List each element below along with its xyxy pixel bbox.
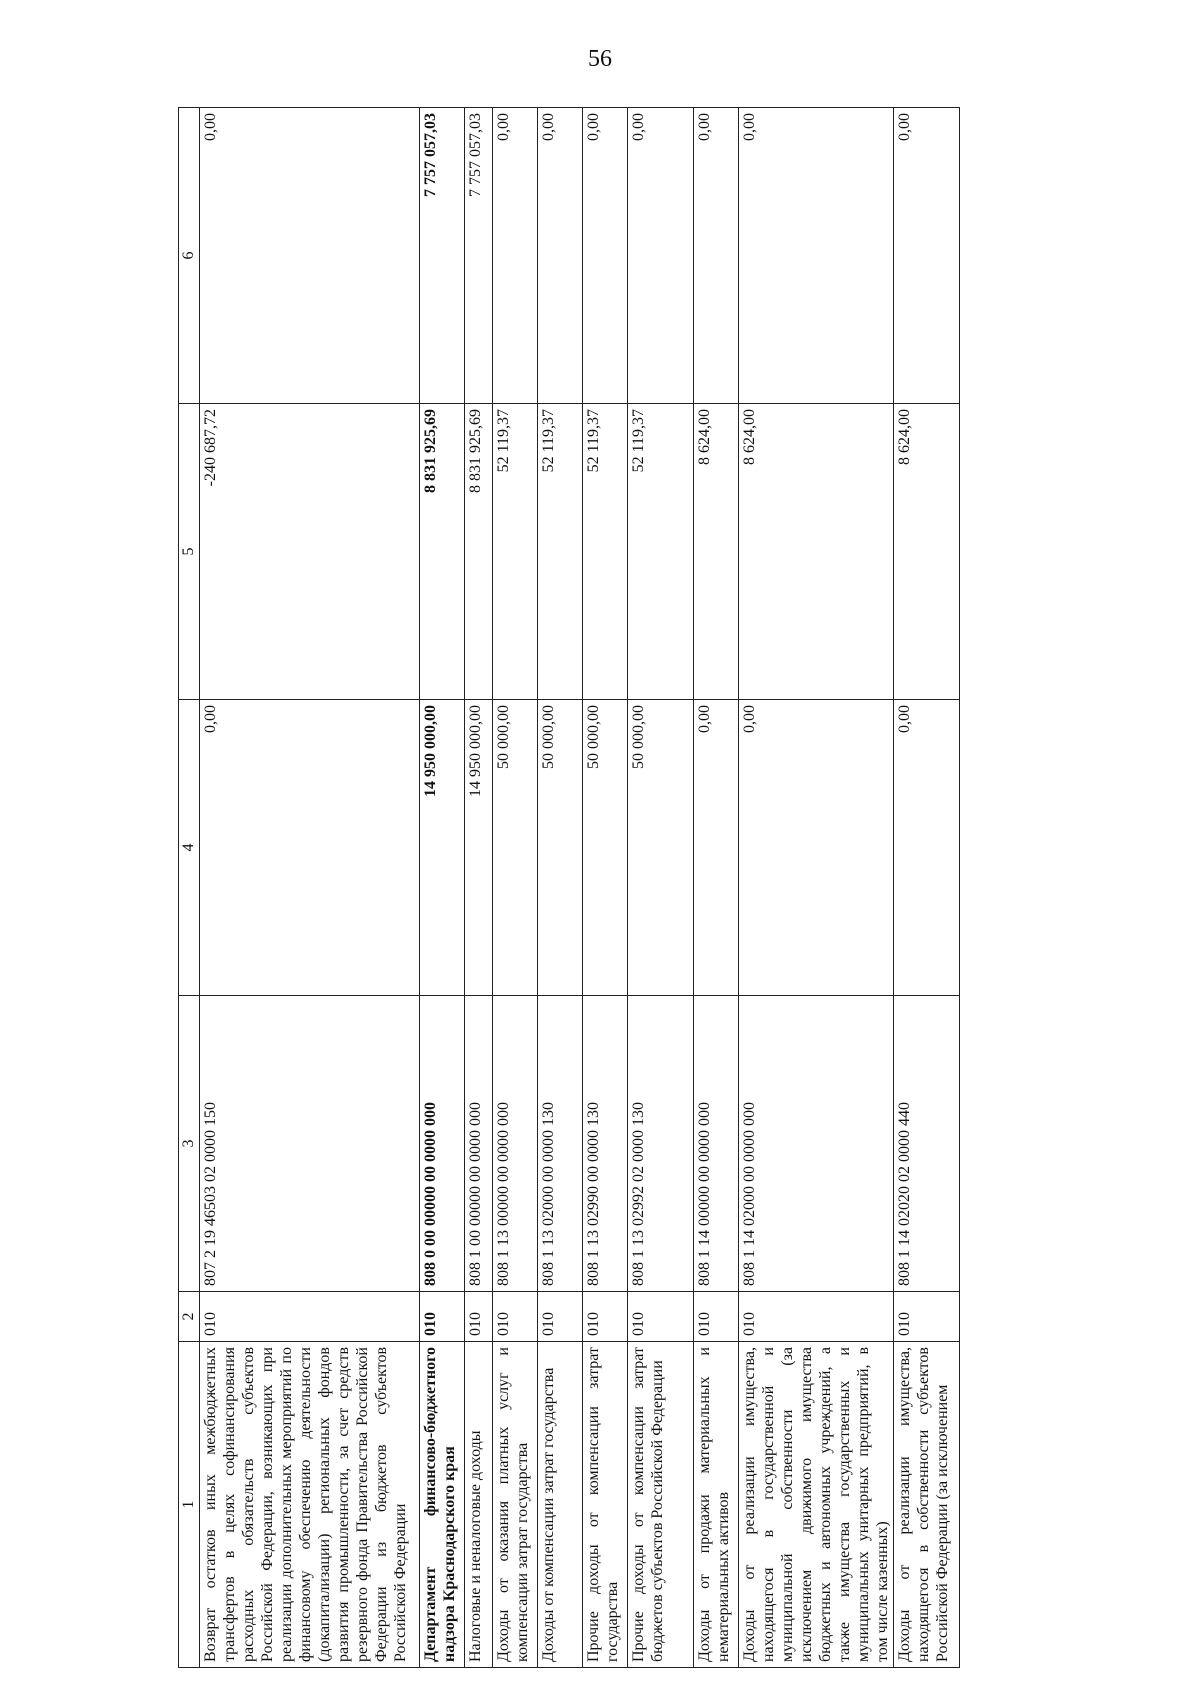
row-col4-value: 14 950 000,00 bbox=[420, 700, 465, 996]
header-row bbox=[179, 108, 200, 1668]
table-row bbox=[493, 108, 538, 1668]
row-kbk-cell: 808 1 13 02000 00 0000 130 bbox=[538, 996, 583, 1292]
row-col5-value: 8 831 925,69 bbox=[465, 404, 493, 700]
row-code-cell: 010 bbox=[628, 1292, 694, 1342]
row-code-cell: 010 bbox=[200, 1292, 420, 1342]
row-code-cell: 010 bbox=[465, 1292, 493, 1342]
page-number: 56 bbox=[588, 46, 612, 72]
row-col6-value: 7 757 057,03 bbox=[420, 108, 465, 404]
table-row bbox=[200, 108, 420, 1668]
row-col5-value: 52 119,37 bbox=[538, 404, 583, 700]
row-col5-value: 8 831 925,69 bbox=[420, 404, 465, 700]
row-name-cell: Доходы от компенсации затрат государства bbox=[538, 1342, 583, 1668]
row-name-cell: Налоговые и неналоговые доходы bbox=[465, 1342, 493, 1668]
row-col4-value: 0,00 bbox=[739, 700, 894, 996]
row-col5-value: 8 624,00 bbox=[894, 404, 960, 700]
row-name-cell: Прочие доходы от компенсации затрат государства bbox=[583, 1342, 628, 1668]
row-kbk-cell: 808 1 13 02992 02 0000 130 bbox=[628, 996, 694, 1292]
row-name-cell: Департамент финансово-бюджетного надзора Краснодарского края bbox=[420, 1342, 465, 1668]
row-code-cell: 010 bbox=[694, 1292, 739, 1342]
row-kbk-cell: 808 1 14 00000 00 0000 000 bbox=[694, 996, 739, 1292]
row-kbk-cell: 808 1 13 02990 00 0000 130 bbox=[583, 996, 628, 1292]
row-kbk-cell: 808 0 00 00000 00 0000 000 bbox=[420, 996, 465, 1292]
row-code-cell: 010 bbox=[739, 1292, 894, 1342]
table-row bbox=[420, 108, 465, 1668]
row-name-cell: Доходы от оказания платных услуг и компенсации затрат государства bbox=[493, 1342, 538, 1668]
row-code-cell: 010 bbox=[894, 1292, 960, 1342]
row-col4-value: 50 000,00 bbox=[628, 700, 694, 996]
row-col5-value: 8 624,00 bbox=[739, 404, 894, 700]
table-row bbox=[538, 108, 583, 1668]
header-cell: 5 bbox=[179, 404, 200, 700]
header-cell: 3 bbox=[179, 996, 200, 1292]
row-col4-value: 50 000,00 bbox=[493, 700, 538, 996]
row-code-cell: 010 bbox=[420, 1292, 465, 1342]
revenue-table bbox=[178, 107, 960, 1668]
row-code-cell: 010 bbox=[493, 1292, 538, 1342]
row-col4-value: 0,00 bbox=[694, 700, 739, 996]
row-kbk-cell: 808 1 14 02020 02 0000 440 bbox=[894, 996, 960, 1292]
header-cell: 2 bbox=[179, 1292, 200, 1342]
table-row bbox=[739, 108, 894, 1668]
row-name-cell: Доходы от реализации имущества, находящегося в государственной и муниципальной собственности (за исключением движимого имущества бюджетных и автономных учреждений, а также имущества государственных и муниципальных унитарных предприятий, в том числе казенных) bbox=[739, 1342, 894, 1668]
rotated-table-container bbox=[178, 108, 1200, 1668]
row-col4-value: 14 950 000,00 bbox=[465, 700, 493, 996]
row-col5-value: -240 687,72 bbox=[200, 404, 420, 700]
table-row bbox=[628, 108, 694, 1668]
row-col6-value: 0,00 bbox=[583, 108, 628, 404]
row-col5-value: 52 119,37 bbox=[628, 404, 694, 700]
row-col5-value: 8 624,00 bbox=[694, 404, 739, 700]
table-row bbox=[894, 108, 960, 1668]
table-row bbox=[465, 108, 493, 1668]
row-col5-value: 52 119,37 bbox=[583, 404, 628, 700]
row-col6-value: 0,00 bbox=[493, 108, 538, 404]
row-col4-value: 50 000,00 bbox=[538, 700, 583, 996]
row-kbk-cell: 808 1 00 00000 00 0000 000 bbox=[465, 996, 493, 1292]
row-col6-value: 0,00 bbox=[694, 108, 739, 404]
row-col6-value: 0,00 bbox=[538, 108, 583, 404]
row-col6-value: 0,00 bbox=[894, 108, 960, 404]
row-kbk-cell: 807 2 19 46503 02 0000 150 bbox=[200, 996, 420, 1292]
row-name-cell: Возврат остатков иных межбюджетных трансфертов в целях софинансирования расходных обязательств субъектов Российской Федерации, возникающих при реализации дополнительных мероприятий по финансовому обеспечению деятельности (докапитализации) региональных фондов развития промышленности, за счет средств резервного фонда Правительства Российской Федерации из бюджетов субъектов Российской Федерации bbox=[200, 1342, 420, 1668]
row-code-cell: 010 bbox=[538, 1292, 583, 1342]
table-row bbox=[583, 108, 628, 1668]
row-name-cell: Доходы от продажи материальных и нематериальных активов bbox=[694, 1342, 739, 1668]
row-kbk-cell: 808 1 14 02000 00 0000 000 bbox=[739, 996, 894, 1292]
row-code-cell: 010 bbox=[583, 1292, 628, 1342]
row-col6-value: 0,00 bbox=[200, 108, 420, 404]
row-col6-value: 0,00 bbox=[628, 108, 694, 404]
header-cell: 1 bbox=[179, 1342, 200, 1668]
row-kbk-cell: 808 1 13 00000 00 0000 000 bbox=[493, 996, 538, 1292]
row-col6-value: 7 757 057,03 bbox=[465, 108, 493, 404]
row-col5-value: 52 119,37 bbox=[493, 404, 538, 700]
header-cell: 6 bbox=[179, 108, 200, 404]
table-row bbox=[694, 108, 739, 1668]
row-col4-value: 0,00 bbox=[894, 700, 960, 996]
row-col6-value: 0,00 bbox=[739, 108, 894, 404]
row-name-cell: Прочие доходы от компенсации затрат бюджетов субъектов Российской Федерации bbox=[628, 1342, 694, 1668]
row-name-cell: Доходы от реализации имущества, находящегося в собственности субъектов Российской Федерации (за исключением bbox=[894, 1342, 960, 1668]
header-cell: 4 bbox=[179, 700, 200, 996]
row-col4-value: 50 000,00 bbox=[583, 700, 628, 996]
row-col4-value: 0,00 bbox=[200, 700, 420, 996]
